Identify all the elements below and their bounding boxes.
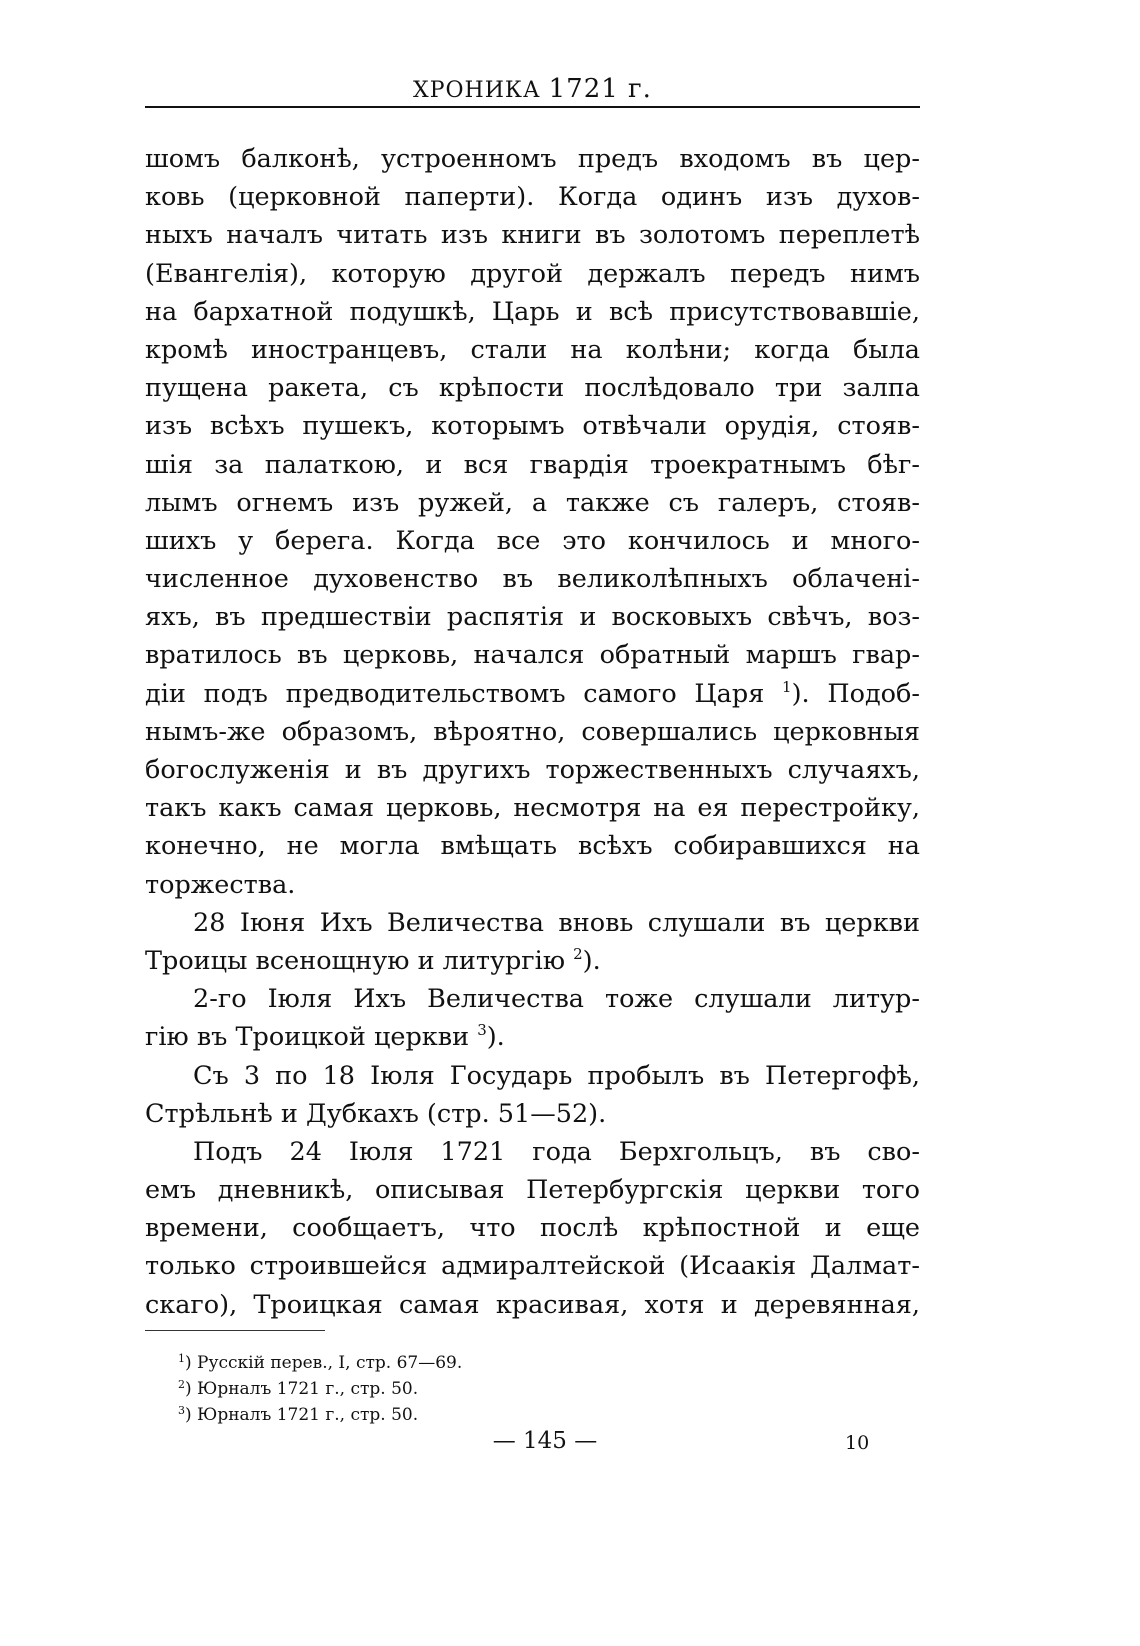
footnote-ref: 1 — [782, 677, 792, 696]
text-line: шія за палаткою, и вся гвардія троекратнымъ бѣг- — [145, 449, 920, 480]
text-line: емъ дневникѣ, описывая Петербургскія церкви того — [145, 1175, 920, 1206]
text-line: вратилось въ церковь, начался обратный маршъ гвар- — [145, 640, 920, 671]
text-segment: ). Подоб- — [791, 678, 920, 709]
text-segment: дiи подъ предводительствомъ самого Царя — [145, 678, 783, 709]
text-line-with-note — [145, 1018, 920, 1056]
text-line: ныхъ началъ читать изъ книги въ золотомъ переплетѣ — [145, 220, 920, 251]
paragraph-start: Съ 3 по 18 Іюля Государь пробылъ въ Петергофѣ, — [193, 1060, 920, 1091]
text-segment: Троицы всенощную и литургію — [145, 945, 574, 976]
running-header — [145, 74, 920, 104]
text-line: богослуженія и въ другихъ торжественныхъ случаяхъ, — [145, 755, 920, 785]
text-line: шомъ балконѣ, устроенномъ предъ входомъ въ цер- — [145, 144, 920, 174]
footnote-text: ) Русскій перев., I, стр. 67—69. — [185, 1353, 463, 1373]
footnote-rule — [145, 1330, 325, 1331]
footnote-ref: 3 — [477, 1021, 487, 1040]
paragraph-start: Подъ 24 Іюля 1721 года Берхгольцъ, въ сво- — [193, 1136, 920, 1167]
text-line: шихъ у берега. Когда все это кончилось и много- — [145, 525, 920, 556]
footnote — [178, 1350, 462, 1376]
text-segment: ). — [486, 1022, 505, 1053]
text-segment: гію въ Троицкой церкви — [145, 1022, 478, 1053]
footnote-text: ) Юрналъ 1721 г., стр. 50. — [185, 1405, 419, 1425]
text-line: только строившейся адмиралтейской (Исаакія Далмат- — [145, 1251, 920, 1282]
footnote — [178, 1402, 462, 1428]
signature-mark: 10 — [845, 1432, 870, 1454]
text-line: на бархатной подушкѣ, Царь и всѣ присутствовавшіе, — [145, 296, 920, 327]
body-text — [145, 140, 920, 1324]
text-line: Стрѣльнѣ и Дубкахъ (стр. 51—52). — [145, 1098, 607, 1129]
footnote-number: 3 — [178, 1404, 185, 1417]
text-line: торжества. — [145, 869, 296, 900]
text-line-with-note — [145, 942, 920, 980]
footnote-text: ) Юрналъ 1721 г., стр. 50. — [185, 1379, 419, 1399]
header-title: ХРОНИКА — [413, 78, 541, 103]
paragraph-start: 28 Іюня Ихъ Величества вновь слушали въ церкви — [193, 907, 920, 938]
header-year: 1721 г. — [548, 74, 652, 104]
footnote-number: 1 — [178, 1352, 185, 1365]
text-line: изъ всѣхъ пушекъ, которымъ отвѣчали орудія, стояв- — [145, 411, 920, 442]
text-line: (Евангелія), которую другой держалъ передъ нимъ — [145, 258, 920, 289]
footnotes — [178, 1350, 462, 1428]
text-line: численное духовенство въ великолѣпныхъ облаченi- — [145, 564, 920, 595]
text-line: яхъ, въ предшествiи распятія и восковыхъ свѣчъ, воз- — [145, 602, 920, 633]
page-number: — 145 — — [492, 1428, 598, 1454]
footnote-number: 2 — [178, 1378, 185, 1391]
footnote-ref: 2 — [573, 944, 583, 963]
text-line: лымъ огнемъ изъ ружей, а также съ галеръ, стояв- — [145, 487, 920, 518]
text-line: такъ какъ самая церковь, несмотря на ея перестройку, — [145, 793, 920, 824]
paragraph-start: 2-го Іюля Ихъ Величества тоже слушали литур- — [193, 984, 920, 1015]
text-line-with-note — [145, 675, 920, 713]
text-line: ковь (церковной паперти). Когда одинъ изъ духов- — [145, 182, 920, 213]
text-line: конечно, не могла вмѣщать всѣхъ собиравшихся на — [145, 831, 920, 862]
text-line: пущена ракета, съ крѣпости послѣдовало три залпа — [145, 373, 920, 404]
text-line: кромѣ иностранцевъ, стали на колѣни; когда была — [145, 334, 920, 365]
text-line: скаго), Троицкая самая красивая, хотя и деревянная, — [145, 1289, 920, 1320]
text-segment: ). — [582, 945, 601, 976]
text-line: нымъ-же образомъ, вѣроятно, совершались церковныя — [145, 716, 920, 747]
text-line: времени, сообщаетъ, что послѣ крѣпостной и еще — [145, 1213, 920, 1244]
footnote — [178, 1376, 462, 1402]
header-rule — [145, 106, 920, 108]
